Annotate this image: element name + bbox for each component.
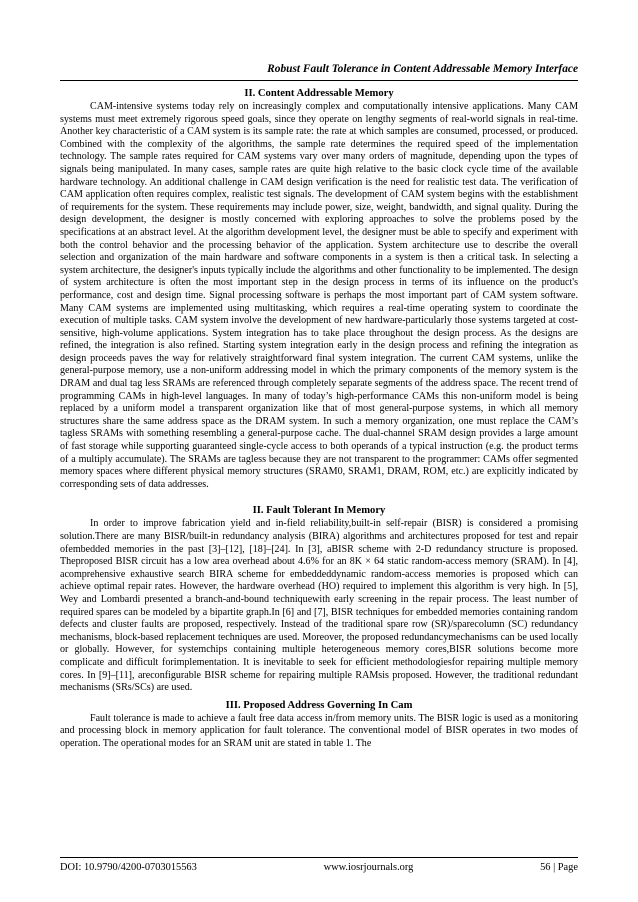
page-content	[60, 86, 578, 751]
section-proposed-address-governing	[60, 698, 578, 751]
header-rule	[60, 80, 578, 81]
section-paragraph: Fault tolerance is made to achieve a fault free data access in/from memory units. The BISR logic is used as a monitoring and processing block in memory application for fault tolerance. The conventional model of BISR operates in two modes of operation. The operational modes for an SRAM unit are stated in table 1. The	[60, 712, 578, 749]
footer-rule	[60, 857, 578, 858]
footer-website-link[interactable]: www.iosrjournals.org	[323, 862, 414, 873]
running-header: Robust Fault Tolerance in Content Addressable Memory Interface	[267, 63, 578, 75]
section-content-addressable-memory	[60, 86, 578, 491]
section-paragraph: In order to improve fabrication yield and in-field reliability,built-in self-repair (BISR) is considered a promising solution.There are many BISR/built-in redundancy analysis (BIRA) algorithms and architectures proposed for test and repair ofembedded memories in the past [3]–[12], [18]–[24]. In [3], aBISR scheme with 2-D redundancy structure is proposed. Theproposed BISR circuit has a low area overhead about 4.6% for an 8K × 64 static random-access memory (SRAM). In [4], acomprehensive exhaustive search BIRA scheme for embeddeddynamic random-access memories is proposed which can achieve optimal repair rates. However, the hardware overhead (HO) required to implement this algorithm is very high. In [5], Wey and Lombardi presented a branch-and-bound techniquewith early screening in the repair process. The least number of required spares can be modeled by a bipartite graph.In [6] and [7], BISR techniques for embedded memories containing random defects and cluster faults are proposed, respectively. Instead of the traditional spare row (SR)/sparecolumn (SC) redundancy mechanisms, block-based replacement techniques are used. Moreover, the proposed redundancymechanisms can be used locally or globally. However, for systemchips containing multiple heterogeneous memory cores,BISR solutions become more complicate and difficult forimplementation. It is inevitable to seek for efficient methodologiesfor repairing multiple memory cores. In [9]–[11], areconfigurable BISR scheme for repairing multiple RAMsis proposed. However, the traditional redundant mechanisms (SRs/SCs) are used.	[60, 518, 578, 694]
section-heading: II. Content Addressable Memory	[244, 88, 394, 99]
page-footer	[60, 862, 578, 873]
section-heading: III. Proposed Address Governing In Cam	[225, 699, 413, 711]
footer-page-number: 56 | Page	[540, 862, 578, 873]
section-paragraph: CAM-intensive systems today rely on increasingly complex and computationally intensive applications. Many CAM systems must meet extremely rigorous speed goals, since they operate on lengthy segments of real-world signals in real-time. Another key characteristic of a CAM system is its sample rate: the rate at which samples are consumed, processed, or produced. Combined with the complexity of the algorithms, the sample rate determines the required speed of the implementation technology. The sample rates required for CAM systems vary over many orders of magnitude, depending upon the types of signals being manipulated. In many cases, sample rates are quite high relative to the basic clock cycle time of the available hardware technology. An additional challenge in CAM design verification is the need for realistic test data. The verification of CAM application often requires complex, realistic test signals. The development of CAM system begins with the establishment of requirements for the system. These requirements may include power, size, weight, bandwidth, and signal quality. During the design development, the designer is mostly concerned with exploring approaches to solve the problems posed by the specifications at an abstract level. At the algorithm development level, the designer must be able to specify and experiment with both the control behavior and the processing behavior of the application. System architecture use to describe the overall selection and organization of the main hardware and software components in a system is then a critical task. In selecting a system architecture, the designer's inputs typically include the algorithms and other functionality to be implemented. The design of system architecture is often the most important step in the design process in terms of its influence on the product's performance, cost and design time. Signal processing software is perhaps the most important part of CAM system software. Many CAM systems are implemented using multitasking, which requires a real-time operating system to coordinate the execution of multiple tasks. CAM system involve the development of new hardware-particularly those systems targeted at cost-sensitive, high-volume applications. System integration has to take place throughout the design process. As the designs are refined, the integration is also refined. Starting system integration early in the design process and refining the integration as design proceeds paves the way for relatively straightforward final system integration. The current CAM systems, unlike the general-purpose memory, use a non-uniform addressing model in which the primary components of the memory system is the DRAM and dual tag less SRAMs are referenced through completely separate segments of the address space. The recent trend of programming CAMs in high-level languages. In many of today’s high-performance CAMs this non-uniform model is being replaced by a uniform model a transparent organization like that of most general-purpose systems, in which all memory structures share the same address space as the DRAM system. In such a memory organization, one must replace the CAM’s tagless SRAMs with something resembling a general-purpose cache. The dual-channel SRAM design provides a large amount of fast storage while supporting guaranteed single-cycle access to both operands of a typical instruction (e.g. the product terms of a multiply accumulate). The SRAMs are tagless because they are not transparent to the programmer: CAMs offer segmented memory spaces where different physical memory structures (SRAM0, SRAM1, DRAM, ROM, etc.) are explicitly indicated by corresponding sets of data addresses.	[60, 101, 578, 490]
footer-doi: DOI: 10.9790/4200-0703015563	[60, 862, 197, 873]
section-fault-tolerant-in-memory	[60, 503, 578, 694]
section-heading: II. Fault Tolerant In Memory	[252, 505, 386, 517]
